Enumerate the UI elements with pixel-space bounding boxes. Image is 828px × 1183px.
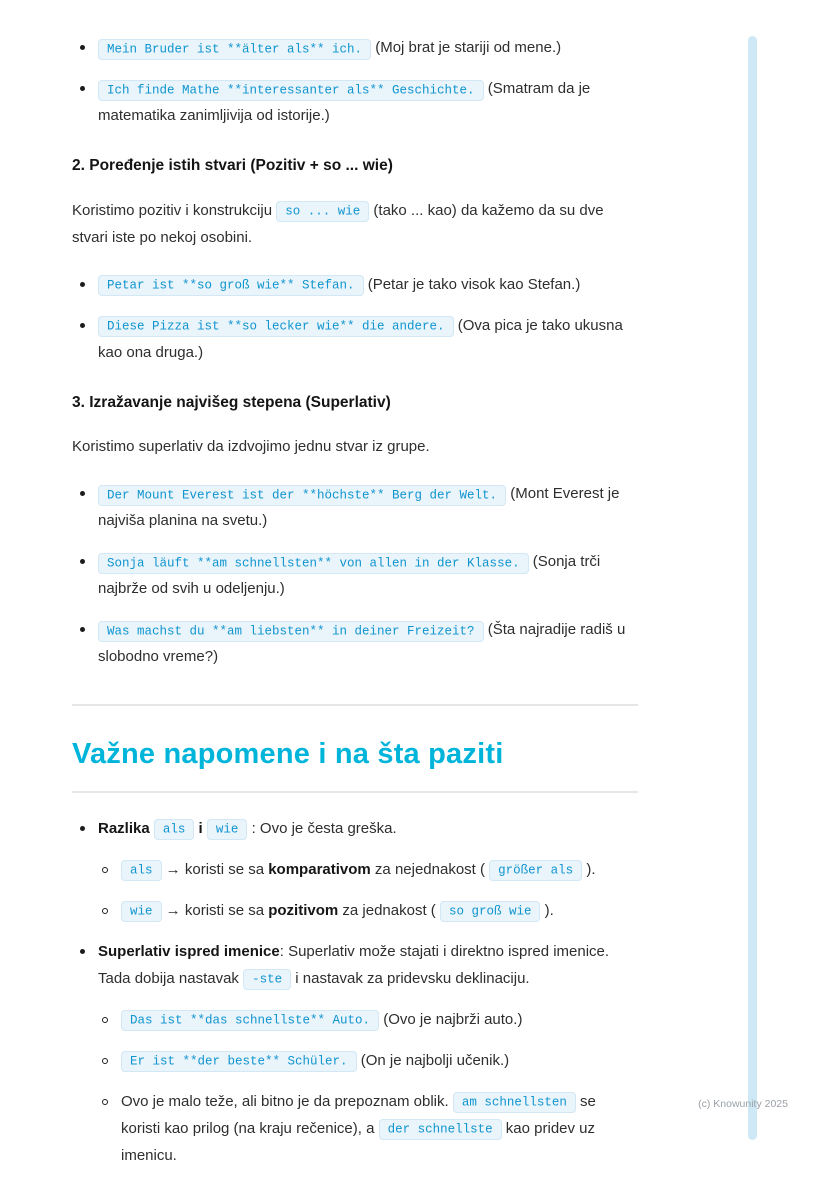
text-run: : Superlativ može stajati i direktno ispred imenice. Tada dobija nastavak <box>98 942 610 987</box>
bold-text: i <box>194 819 207 837</box>
bullet-text <box>98 271 638 298</box>
inline-code: -ste <box>243 969 291 990</box>
bullet-text <box>121 1006 638 1033</box>
text-run: (Ova pica je tako ukusna kao ona druga.) <box>98 316 623 361</box>
text-run: se koristi kao prilog (na kraju rečenice), a <box>121 1092 596 1137</box>
inline-code: Petar ist **so groß wie** Stefan. <box>98 275 364 296</box>
bullet-text <box>98 75 638 129</box>
inline-code: Ich finde Mathe **interessanter als** Geschichte. <box>98 80 484 101</box>
inline-code: der schnellste <box>379 1119 502 1140</box>
text-run: (Šta najradije radiš u slobodno vreme?) <box>98 621 626 666</box>
text-run: (Sonja trči najbrže od svih u odeljenju.) <box>98 553 601 598</box>
text-run: kao pridev uz imenicu. <box>121 1119 596 1164</box>
inline-code: am schnellsten <box>453 1092 576 1113</box>
bullet-marker <box>80 45 85 50</box>
bullet-marker <box>102 908 108 914</box>
inline-code: Er ist **der beste** Schüler. <box>121 1051 357 1072</box>
sub-bullet-item <box>94 1006 638 1033</box>
text-run: (Moj brat je stariji od mene.) <box>371 39 562 56</box>
inline-code: so ... wie <box>276 201 369 222</box>
bullet-text <box>121 897 638 924</box>
inline-code: Sonja läuft **am schnellsten** von allen in der Klasse. <box>98 553 529 574</box>
section-heading: 3. Izražavanje najvišeg stepena (Superlativ) <box>72 393 391 411</box>
paragraph <box>72 433 638 460</box>
bullet-marker <box>80 86 85 91</box>
text-run: za nejednakost ( <box>370 860 490 878</box>
bullet-item <box>72 34 638 61</box>
bullet-marker <box>80 826 85 831</box>
document-content <box>72 34 638 1183</box>
inline-code: als <box>121 860 162 881</box>
bullet-text <box>98 815 638 842</box>
text-run: ). <box>582 860 596 878</box>
text-run: ). <box>540 901 554 919</box>
sub-bullet-item <box>94 897 638 924</box>
inline-code: so groß wie <box>440 901 541 922</box>
bullet-text <box>98 480 638 534</box>
inline-code: größer als <box>489 860 582 881</box>
text-run: → koristi se sa <box>161 901 269 919</box>
text-run: za jednakost ( <box>338 901 440 919</box>
bold-text: komparativom <box>268 860 371 878</box>
text-run: i nastavak za pridevsku deklinaciju. <box>291 969 530 987</box>
inline-code: Mein Bruder ist **älter als** ich. <box>98 39 371 60</box>
text-run: (Ovo je najbrži auto.) <box>379 1010 523 1028</box>
text-run: Ovo je malo teže, ali bitno je da prepoznam oblik. <box>121 1092 453 1110</box>
text-run: (Mont Everest je najviša planina na svetu.) <box>98 485 620 530</box>
text-run: Koristimo pozitiv i konstrukciju <box>72 201 277 219</box>
sub-bullet-item <box>94 1047 638 1074</box>
inline-code: Was machst du **am liebsten** in deiner Freizeit? <box>98 621 484 642</box>
main-heading: Važne napomene i na šta paziti <box>72 738 504 771</box>
bullet-text <box>121 1088 638 1169</box>
footer-credit: (c) Knowunity 2025 <box>698 1098 788 1110</box>
bullet-text <box>98 938 638 992</box>
bullet-text <box>98 548 638 602</box>
text-run: (tako ... kao) da kažemo da su dve stvari iste po nekoj osobini. <box>72 201 604 246</box>
sub-bullet-item <box>94 856 638 883</box>
bullet-marker <box>102 867 108 873</box>
inline-code: Das ist **das schnellste** Auto. <box>121 1010 379 1031</box>
bullet-text <box>98 34 638 61</box>
inline-code: Der Mount Everest ist der **höchste** Berg der Welt. <box>98 485 506 506</box>
text-run: (Petar je tako visok kao Stefan.) <box>363 275 581 293</box>
inline-code: wie <box>121 901 162 922</box>
bullet-item <box>72 548 638 602</box>
bullet-marker <box>80 949 85 954</box>
bold-text: Superlativ ispred imenice <box>98 942 280 960</box>
section-divider <box>72 704 638 706</box>
bullet-item <box>72 616 638 670</box>
bullet-marker <box>102 1099 108 1105</box>
bullet-item <box>72 480 638 534</box>
bullet-text <box>98 616 638 670</box>
main-heading-block <box>72 736 638 792</box>
bullet-marker <box>102 1017 108 1023</box>
scrollbar-thumb[interactable] <box>748 36 757 1140</box>
text-run: (On je najbolji učenik.) <box>356 1051 510 1069</box>
text-run: → koristi se sa <box>161 860 269 878</box>
bullet-item <box>72 271 638 298</box>
inline-code: als <box>154 819 195 840</box>
text-run: Koristimo superlativ da izdvojimo jednu stvar iz grupe. <box>72 438 430 456</box>
bullet-text <box>98 312 638 366</box>
inline-code: Diese Pizza ist **so lecker wie** die andere. <box>98 316 454 337</box>
bullet-item <box>72 312 638 366</box>
bullet-item <box>72 75 638 129</box>
bullet-item <box>72 815 638 842</box>
bullet-marker <box>80 323 85 328</box>
bullet-item <box>72 938 638 992</box>
section-heading: 2. Poređenje istih stvari (Pozitiv + so ... wie) <box>72 157 393 174</box>
text-run: : Ovo je česta greška. <box>247 819 397 837</box>
bold-text: Razlika <box>98 819 150 837</box>
bold-text: pozitivom <box>268 901 339 919</box>
bullet-marker <box>80 559 85 564</box>
sub-bullet-item <box>94 1088 638 1169</box>
bullet-marker <box>80 282 85 287</box>
paragraph <box>72 197 638 251</box>
bullet-marker <box>102 1058 108 1064</box>
bullet-text <box>121 856 638 883</box>
text-run: (Smatram da je matematika zanimljivija od istorije.) <box>98 80 591 124</box>
bullet-text <box>121 1047 638 1074</box>
bullet-marker <box>80 491 85 496</box>
bullet-marker <box>80 627 85 632</box>
inline-code: wie <box>207 819 248 840</box>
